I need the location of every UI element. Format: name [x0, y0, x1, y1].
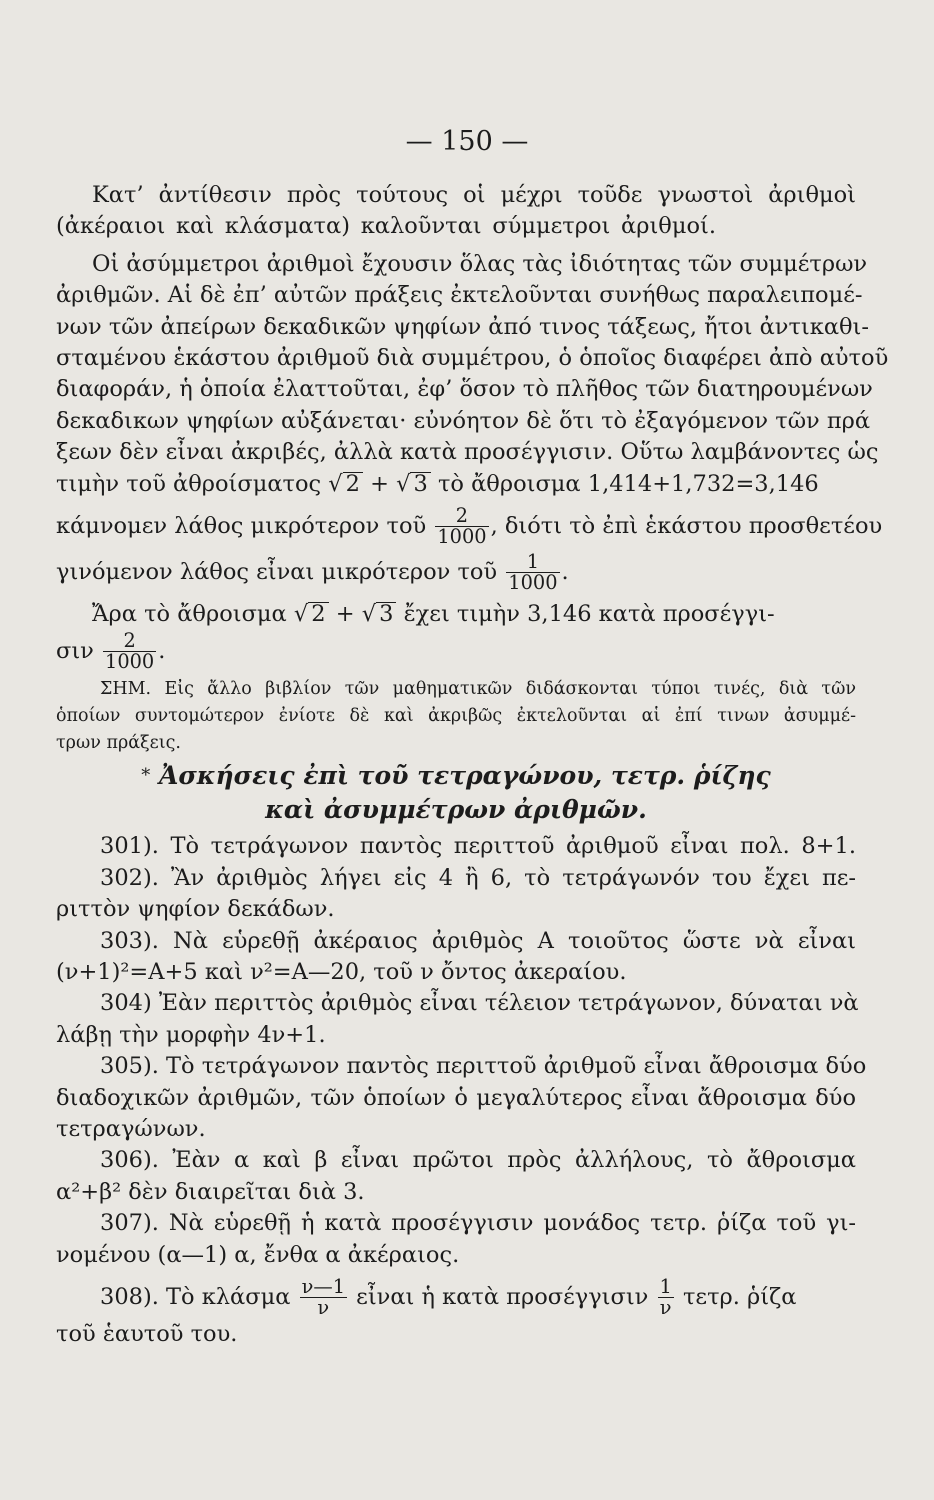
exercise-line	[56, 1277, 856, 1319]
exercise-line: 301). Τὸ τετράγωνον παντὸς περιττοῦ ἀριθμοῦ εἶναι πολ. 8+1.	[100, 833, 856, 860]
heading-text1: Ἀσκήσεις ἐπὶ τοῦ τετραγώνου, τετρ. ῥίζης	[158, 761, 771, 791]
fraction-numerator: 1	[659, 1275, 672, 1299]
fraction-2-1000	[103, 628, 156, 674]
exercise-305	[56, 1051, 867, 1145]
exercise-line: 304) Ἐὰν περιττὸς ἀριθμὸς εἶναι τέλειον τετράγωνον, δύναται νὰ	[100, 990, 859, 1017]
exercise-line: α²+β² δὲν διαιρεῖται διὰ 3.	[56, 1178, 365, 1205]
page-number: — 150 —	[405, 126, 529, 157]
para1-line2: (ἀκέραιοι καὶ κλάσματα) καλοῦνται σύμμετροι ἀριθμοί.	[56, 213, 716, 240]
para2-line1: Οἱ ἀσύμμετροι ἀριθμοὶ ἔχουσιν ὅλας τὰς ἰδιότητας τῶν συμμέτρων	[92, 250, 868, 277]
footnote-star: *	[141, 765, 151, 787]
exercise-line: λάβῃ τὴν μορφὴν 4ν+1.	[56, 1021, 326, 1048]
para3-line2	[56, 628, 856, 674]
exercises-heading	[56, 759, 856, 827]
exercise-302	[56, 863, 856, 926]
sqrt-2: 2	[343, 472, 363, 496]
para2-line2: ἀριθμῶν. Αἱ δὲ ἐπ’ αὐτῶν πράξεις ἐκτελοῦνται συνήθως παραλειπομέ-	[56, 282, 863, 309]
exercise-line: τοῦ ἑαυτοῦ του.	[56, 1320, 238, 1347]
note-line2: ὁποίων συντομώτερον ἐνίοτε δὲ καὶ ἀκριβῶς ἐκτελοῦνται αἱ ἐπί τινων ἀσυμμέ-	[56, 706, 856, 727]
fraction-numerator: 1	[506, 552, 559, 573]
exercise-line: διαδοχικῶν ἀριθμῶν, τῶν ὁποίων ὁ μεγαλύτερος εἶναι ἄθροισμα δύο	[56, 1084, 856, 1111]
exercise-line: 302). Ἂν ἀριθμὸς λήγει εἰς 4 ἢ 6, τὸ τετράγωνόν του ἔχει πε-	[100, 864, 856, 891]
para1-line1: Κατ’ ἀντίθεσιν πρὸς τούτους οἱ μέχρι τοῦδε γνωστοὶ ἀριθμοὶ	[92, 182, 856, 208]
exercise-line: νομένου (α—1) α, ἔνθα α ἀκέραιος.	[56, 1241, 460, 1268]
page-body	[56, 180, 889, 1350]
exercise-306	[56, 1145, 856, 1208]
plus-sign: +	[370, 470, 389, 497]
exercise-307	[56, 1208, 856, 1271]
note-line1: ΣΗΜ. Εἰς ἄλλο βιβλίον τῶν μαθηματικῶν διδάσκονται τύποι τινές, διὰ τῶν	[100, 679, 856, 700]
para2-line7: ξεων δὲν εἶναι ἀκριβές, ἀλλὰ κατὰ προσέγγισιν. Οὕτω λαμβάνοντες ὡς	[56, 439, 879, 466]
heading-line2: καὶ ἀσυμμέτρων ἀριθμῶν.	[265, 795, 647, 825]
sum-text-a: τιμὴν τοῦ ἀθροίσματος	[56, 470, 322, 497]
exercise-308	[56, 1277, 856, 1350]
error-line	[56, 504, 883, 549]
ex308-text-b: εἶναι ἡ κατὰ προσέγγισιν	[356, 1283, 649, 1310]
exercise-303	[56, 926, 856, 989]
fraction-nu-minus-1-over-nu	[300, 1277, 347, 1319]
note-line3: τρων πράξεις.	[56, 733, 181, 754]
sum-text-b: τὸ ἄθροισμα 1,414+1,732=3,146	[437, 470, 819, 497]
plus-sign: +	[335, 601, 355, 628]
error2-text-b: .	[561, 558, 569, 585]
fraction-numerator: ν—1	[301, 1275, 346, 1299]
fraction-numerator: 2	[435, 506, 488, 527]
para3-text-b: ἔχει τιμὴν 3,146 κατὰ προσέγγι-	[403, 601, 775, 628]
para3-text-d: .	[158, 637, 166, 664]
para2-line3: νων τῶν ἀπείρων δεκαδικῶν ψηφίων ἀπό τινος τάξεως, ἤτοι ἀντικαθι-	[56, 313, 869, 340]
fraction-1-1000	[506, 549, 559, 594]
exercise-line: ριττὸν ψηφίον δεκάδων.	[56, 896, 335, 923]
error-text-a: κάμνομεν λάθος μικρότερον τοῦ	[56, 512, 427, 539]
exercise-list	[56, 831, 867, 1350]
exercise-line: 303). Νὰ εὑρεθῇ ἀκέραιος ἀριθμὸς Α τοιοῦτος ὥστε νὰ εἶναι	[100, 927, 856, 954]
sqrt-3: 3	[410, 472, 430, 496]
fraction-denominator: 1000	[508, 571, 558, 594]
exercise-line: 306). Ἐὰν α καὶ β εἶναι πρῶτοι πρὸς ἀλλήλους, τὸ ἄθροισμα	[100, 1147, 856, 1174]
error2-text-a: γινόμενον λάθος εἶναι μικρότερον τοῦ	[56, 558, 498, 585]
exercise-line: (ν+1)²=Α+5 καὶ ν²=Α—20, τοῦ ν ὄντος ἀκεραίου.	[56, 958, 627, 985]
error-text-b: , διότι τὸ ἐπὶ ἑκάστου προσθετέου	[490, 512, 883, 539]
exercise-line: τετραγώνων.	[56, 1116, 206, 1142]
exercise-301	[56, 831, 856, 862]
exercise-line: 307). Νὰ εὑρεθῇ ἡ κατὰ προσέγγισιν μονάδος τετρ. ῥίζα τοῦ γι-	[100, 1210, 856, 1237]
ex308-text-a: 308). Τὸ κλάσμα	[100, 1283, 291, 1310]
para3-line1: Ἄρα τὸ ἄθροισμα √ 2 + √ 3 ἔχει τιμὴν 3,146 κατὰ προσέγγι-	[92, 601, 775, 628]
fraction-denominator: 1000	[105, 650, 155, 674]
fraction-denominator: ν	[317, 1296, 330, 1320]
para2-line6: δεκαδικων ψηφίων αὐξάνεται· εὐνόητον δὲ ὅτι τὸ ἐξαγόμενον τῶν πρά	[56, 407, 871, 434]
exercise-304	[56, 988, 859, 1051]
fraction-denominator: ν	[659, 1296, 672, 1320]
fraction-denominator: 1000	[437, 525, 487, 549]
heading-line1	[56, 759, 856, 793]
fraction-1-over-nu	[658, 1277, 674, 1319]
sqrt-3: 3	[376, 602, 396, 626]
fraction-2-1000	[435, 506, 488, 548]
sum-line: τιμὴν τοῦ ἀθροίσματος √ 2 + √ 3 τὸ ἄθροισμα 1,414+1,732=3,146	[56, 470, 819, 497]
para3-text-c: σιν	[56, 637, 94, 664]
sqrt-2: 2	[308, 602, 328, 626]
para2-line5: διαφοράν, ἡ ὁποία ἐλαττοῦται, ἐφ’ ὅσον τὸ πλῆθος τῶν διατηρουμένων	[56, 376, 873, 403]
para3-text-a: Ἄρα τὸ ἄθροισμα	[92, 601, 287, 628]
fraction-numerator: 2	[103, 631, 156, 652]
para2-line4: σταμένου ἑκάστου ἀριθμοῦ διὰ συμμέτρου, ὁ ὁποῖος διαφέρει ἀπὸ αὐτοῦ	[56, 345, 889, 372]
ex308-text-c: τετρ. ῥίζα	[682, 1283, 797, 1310]
exercise-line: 305). Τὸ τετράγωνον παντὸς περιττοῦ ἀριθμοῦ εἶναι ἄθροισμα δύο	[100, 1053, 867, 1080]
note	[56, 676, 856, 757]
error2-line	[56, 549, 856, 594]
